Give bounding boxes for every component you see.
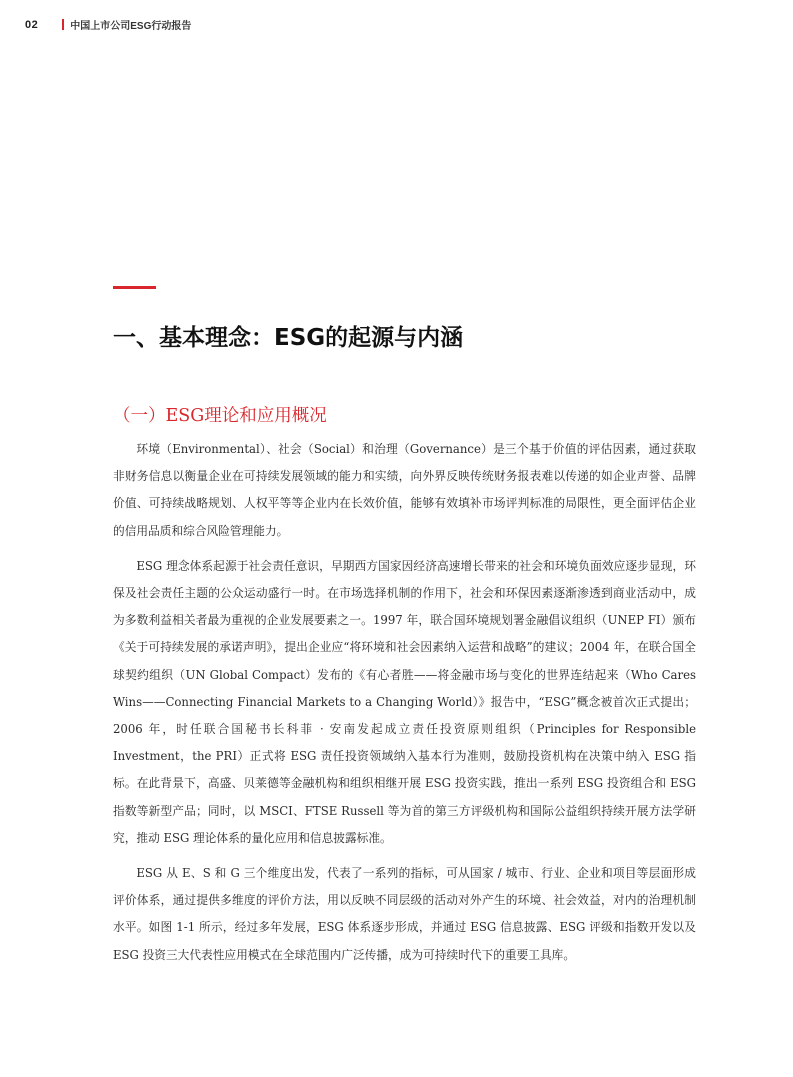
section-title: 一、基本理念：ESG的起源与内涵 [113, 325, 464, 351]
page-header [25, 17, 191, 32]
paragraph-3: ESG 从 E、S 和 G 三个维度出发，代表了一系列的指标，可从国家 / 城市、行业、企业和项目等层面形成评价体系，通过提供多维度的评价方法，用以反映不同层级的活动对外产生的环境、社会效益，对内的治理机制水平。如图 1-1 所示，经过多年发展，ESG 体系逐步形成，并通过 ESG 信息披露、ESG 评级和指数开发以及 ESG 投资三大代表性应用模式在全球范围内广泛传播，成为可持续时代下的重要工具库。 [113, 866, 696, 962]
paragraph-1: 环境（Environmental）、社会（Social）和治理（Governance）是三个基于价值的评估因素，通过获取非财务信息以衡量企业在可持续发展领域的能力和实绩，向外界反映传统财务报表难以传递的如企业声誉、品牌价值、可持续战略规划、人权平等等企业内在长效价值，能够有效填补市场评判标准的局限性，更全面评估企业的信用品质和综合风险管理能力。 [113, 442, 696, 538]
subsection-title: （一）ESG理论和应用概况 [113, 406, 327, 426]
section-accent-rule [113, 286, 156, 289]
page-number: 02 [25, 18, 39, 31]
body-text [113, 436, 696, 977]
report-title: 中国上市公司ESG行动报告 [70, 21, 192, 32]
paragraph-2: ESG 理念体系起源于社会责任意识，早期西方国家因经济高速增长带来的社会和环境负面效应逐步显现，环保及社会责任主题的公众运动盛行一时。在市场选择机制的作用下，社会和环保因素逐渐渗透到商业活动中，成为多数利益相关者最为重视的企业发展要素之一。1997 年，联合国环境规划署金融倡议组织（UNEP FI）颁布《关于可持续发展的承诺声明》，提出企业应“将环境和社会因素纳入运营和战略”的建议；2004 年，在联合国全球契约组织（UN Global Compact）发布的《有心者胜——将金融市场与变化的世界连结起来（Who Cares Wins——Connecting Financial Markets to a Changing World）》报告中，“ESG”概念被首次正式提出；2006 年，时任联合国秘书长科菲 · 安南发起成立责任投资原则组织（Principles for Responsible Investment，the PRI）正式将 ESG 责任投资领域纳入基本行为准则，鼓励投资机构在决策中纳入 ESG 指标。在此背景下，高盛、贝莱德等金融机构和组织相继开展 ESG 投资实践，推出一系列 ESG 投资组合和 ESG 指数等新型产品；同时，以 MSCI、FTSE Russell 等为首的第三方评级机构和国际公益组织持续开展方法学研究，推动 ESG 理论体系的量化应用和信息披露标准。 [113, 558, 696, 845]
header-divider [62, 19, 64, 30]
